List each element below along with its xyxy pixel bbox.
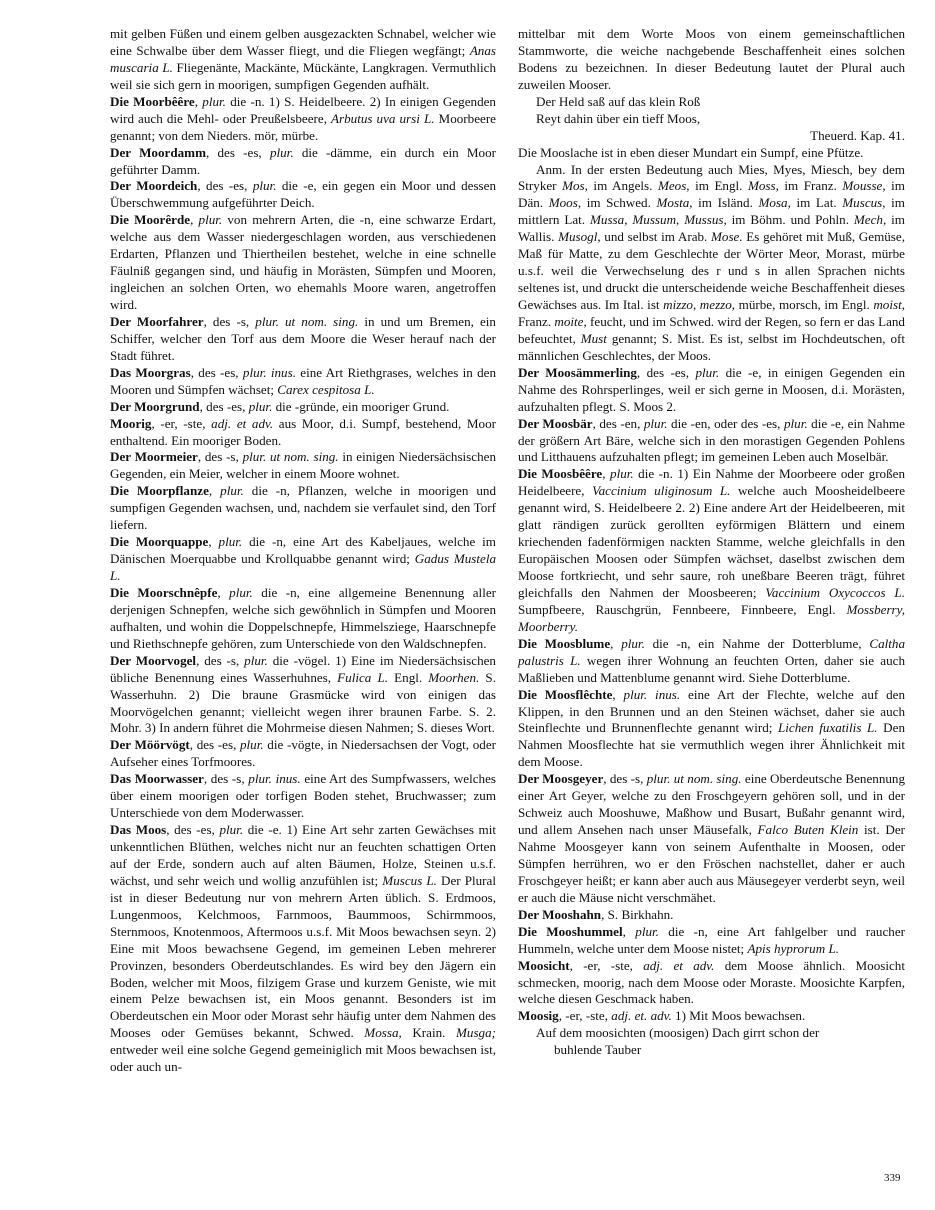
headword: Die Moorbêêre — [110, 93, 195, 109]
italic-term: plur. — [248, 398, 273, 414]
text-run: von mehrern Arten, die -n, eine schwarze Erdart, welche aus dem Wasser niedergeschlagen worden, aus verschiedenen Erdarten, Pflanzen und Thiertheilen bestehet, welche in eine schnelle Fäulniß gegangen sind, und häufig in Morästen, Sümpfen und Mooren, ingleichen an solchen Orten, wo ehemahls Moore waren, angetroffen wird. — [110, 212, 496, 312]
text-run: , des -s, — [203, 771, 249, 787]
text-run: entweder weil eine solche Gegend gemeiniglich mit Moos bewachsen ist, oder auch un- — [110, 1042, 496, 1075]
italic-term: plur. — [218, 534, 243, 550]
italic-term: Mos, — [562, 178, 588, 194]
dictionary-entry — [110, 449, 496, 483]
italic-term: Meos, — [657, 178, 690, 194]
verse-line — [518, 128, 905, 145]
italic-term: Mousse, — [842, 178, 886, 194]
italic-term: plur. — [643, 415, 668, 431]
italic-term: Vaccinium Oxycoccos L. — [765, 584, 905, 600]
text-run: mit gelben Füßen und einem gelben ausgezackten Schnabel, welcher wie eine Schwalbe über dem Wasser fliegt, und die Fliegen wegfängt; — [110, 26, 496, 58]
italic-term: plur. — [783, 415, 808, 431]
italic-term: plur. — [219, 822, 244, 838]
text-run: die -e, ein Nahme der größern Art Bäre, welche sich in den morastigen Gegenden Pohlens und Litthauens aufzuhalten pflegt; im gemeinen Leben auch Moselbär. — [518, 415, 905, 465]
text-run: im Isländ. — [692, 195, 759, 211]
headword: Die Moosflêchte — [518, 686, 613, 702]
italic-term: plur. ut nom. sing. — [242, 449, 339, 465]
italic-term: Moss, — [747, 178, 779, 194]
headword: Die Moorquappe — [110, 534, 209, 550]
dictionary-entry — [518, 365, 905, 416]
text-run: Moorbeere genannt; von dem Nieders. mör, mürbe. — [110, 110, 496, 143]
text-run: im Engl. — [689, 178, 748, 194]
text-run: , — [194, 93, 203, 109]
text-run: in und um Bremen, ein Schiffer, welcher den Torf aus dem Moore die Weser herauf nach der Stadt führet. — [110, 313, 496, 363]
dictionary-entry — [518, 687, 905, 772]
dictionary-entry — [110, 365, 496, 399]
text-run: Theuerd. Kap. 41. — [810, 127, 905, 143]
text-run: , des -es, — [199, 398, 249, 414]
italic-term: plur. ut nom. sing. — [255, 313, 359, 329]
text-run: aus Moor, d.i. Sumpf, bestehend, Moor enthaltend. Ein mooriger Boden. — [110, 415, 496, 448]
dictionary-entry — [110, 178, 496, 212]
text-run: die -n. 1) S. Heidelbeere. 2) In einigen Gegenden wird auch die Mehl- oder Preußelsbeere, — [110, 93, 496, 126]
headword: Die Moosblume — [518, 635, 611, 651]
text-run: die -n. 1) Ein Nahme der Moorbeere oder großen Heidelbeere, — [518, 466, 906, 499]
italic-term: Lichen fuxatilis L. — [777, 720, 878, 736]
italic-term: plur. — [635, 923, 659, 939]
italic-term: Anas muscaria L. — [110, 42, 496, 75]
italic-term: adj. et adv. — [211, 415, 274, 431]
italic-term: Falco Buten Klein — [757, 822, 859, 838]
text-run: ist. Der Nahme Moosgeyer kann von seinem Aufenthalte in Moosen, oder Sümpfen herrühren, wo er den Fröschen nachstellet, daher er auch Froschgeyer heißt; er kann aber auch aus Mäusegeyer verderbt seyn, weil er auch die Mäuse nicht verschmähet. — [518, 822, 905, 905]
dictionary-entry — [110, 94, 496, 145]
italic-term: plur. — [269, 144, 294, 160]
verse-line — [554, 1042, 905, 1059]
text-run: Sumpfbeere, Rauschgrün, Fennbeere, Finnbeere, Engl. — [518, 601, 847, 617]
text-run: Krain. — [401, 1025, 456, 1041]
text-run: , des -s, — [603, 771, 647, 787]
italic-term: mizzo, mezzo, — [663, 297, 736, 312]
dictionary-entry — [110, 653, 496, 738]
right-column — [518, 26, 905, 1059]
verse-line — [536, 111, 905, 128]
italic-term: Mussa, Mussum, Mussus, — [590, 212, 727, 228]
dictionary-entry — [518, 1008, 905, 1025]
text-run: die -gründe, ein mooriger Grund. — [272, 398, 450, 414]
italic-term: adj. et. adv. — [611, 1008, 672, 1024]
text-run: die -vögel. 1) Eine im Niedersächsischen übliche Benennung eines Wasserhuhnes, — [110, 652, 496, 685]
verse-line — [536, 1025, 905, 1042]
text-run: im Angels. — [587, 178, 658, 194]
italic-term: Muscus L. — [382, 872, 437, 888]
text-run: , des -es, — [190, 364, 243, 380]
italic-term: Musga; — [455, 1025, 496, 1041]
text-run: Den Nahmen Moosflechte hat sie vermuthlich wegen ihrer Ähnlichkeit mit dem Moose. — [518, 720, 905, 770]
text-run: , — [612, 686, 624, 702]
headword: Die Moorpflanze — [110, 483, 209, 499]
italic-term: Mosta, — [656, 195, 693, 211]
text-run: im Wallis. — [518, 212, 905, 245]
text-run: die -n, eine allgemeine Benennung aller derjenigen Schnepfen, welche sich gewöhnlich in Sümpfen und Mooren aufhalten, und wohin die Doppelschnepfe, Himmelsziege, Haarschnepfe und Riethschnepfe gehören, zum Unterschiede von den Waldschnepfen. — [110, 584, 497, 651]
text-run: Der Plural ist in dieser Bedeutung nur von mehrern Arten üblich. S. Erdmoos, Lungenmoos, Kelchmoos, Farnmoos, Baummoos, Schirmmoos, Sternmoos, Knotenmoos, Aftermoos u.s.f. Mit Moos bewachsen seyn. 2) Eine mit Moos bewachsene Gegend, im gemeinen Leben mehrerer Provinzen, besonders Oberdeutschlandes. Es wird bey den Jägern ein Boden, welcher mit Moos, filzigem Grase und kurzem Geniste, wie mit einem Pelze bewachsen ist, ein Moos genannt. Besonders ist im Oberdeutschen ein Moor oder Morast sehr häufig unter dem Nahmen des Mooses oder Gemüses bekannt, Schwed. — [110, 872, 496, 1041]
italic-term: plur. — [229, 584, 253, 600]
text-run: , — [602, 466, 611, 482]
text-run: und selbst im Arab. — [600, 229, 711, 245]
paragraph — [110, 26, 496, 94]
text-run: Engl. — [388, 669, 429, 685]
headword: Das Moos — [110, 822, 167, 838]
italic-term: plur. inus. — [242, 364, 296, 380]
italic-term: plur. inus. — [248, 771, 301, 787]
text-run: in einigen Niedersächsischen Gegenden, ein Meier, welcher in einem Moore wohnet. — [110, 449, 496, 482]
text-run: 1) Mit Moos bewachsen. — [671, 1008, 806, 1024]
dictionary-entry — [110, 585, 496, 653]
text-run: wegen ihrer Wohnung an feuchten Orten, daher sie auch Maßlieben und Mattenblume genannt wird. Siehe Dotterblume. — [518, 652, 905, 685]
italic-term: Mose. — [711, 229, 743, 245]
text-run: , — [190, 212, 199, 228]
text-run: im Schwed. — [581, 195, 657, 211]
text-run: die -dämme, ein durch ein Moor geführter Damm. — [110, 144, 497, 177]
text-run: dem Moose ähnlich. Moosicht schmecken, moorig, nach dem Moose oder Moraste. Moosichte Karpfen, welche diesen Geschmack haben. — [518, 957, 905, 1007]
italic-term: plur. — [220, 483, 244, 499]
italic-term: Apis hyprorum L. — [747, 940, 840, 956]
dictionary-entry — [110, 212, 496, 314]
text-run: eine Oberdeutsche Benennung einer Art Geyer, welche zu den Froschgeyern gehören soll, und in der Schweiz auch Mooshuwe, Maßhow und Busart, Bußahr genannt wird, und allem Ansehen nach unser Mäusefalk, — [518, 771, 906, 838]
text-run: , — [610, 635, 622, 651]
text-run: , des -s, — [196, 652, 245, 668]
italic-term: Muscus, — [842, 195, 886, 211]
text-run: S. Wasserhuhn. 2) Die braune Grasmücke wird von einigen das Moorvögelchen genannt; vielleicht wegen ihrer braunen Farbe. S. 2. Mohr. 3) In andern führet die Mohrmeise diesen Nahmen; S. dieses Wort. — [110, 669, 496, 736]
text-run: , -er, -ste, — [558, 1008, 612, 1024]
text-run: die -n, ein Nahme der Dotterblume, — [644, 635, 870, 651]
text-run: eine Art der Flechte, welche auf den Klippen, in den Brunnen und an den Steinen wächset, daher sie auch Steinflechte und Brunnenflechte genannt wird; — [518, 686, 906, 736]
italic-term: Moos, — [548, 195, 582, 211]
text-run: , — [217, 584, 230, 600]
headword: Das Moorgras — [110, 364, 191, 380]
headword: Der Moorvogel — [110, 652, 197, 668]
headword: Die Moorschnêpfe — [110, 584, 218, 600]
text-run: , -er, -ste, — [569, 957, 644, 973]
headword: Der Moordamm — [110, 144, 206, 160]
headword: Der Moosgeyer — [518, 771, 604, 787]
italic-term: Arbutus uva ursi L. — [331, 110, 435, 126]
text-run: die -e, in einigen Gegenden ein Nahme des Rohrsperlinges, weil er sich gerne in Moosen, d.i. Morästen, aufzuhalten pflegt. S. Moos 2. — [518, 364, 905, 414]
text-run: im Lat. — [790, 195, 843, 211]
italic-term: Vaccinium uliginosum L. — [592, 483, 731, 499]
headword: Der Moosämmerling — [518, 364, 637, 380]
text-run: , des -es, — [636, 364, 696, 380]
text-run: die -en, oder des -es, — [667, 415, 784, 431]
dictionary-entry — [110, 534, 496, 585]
italic-term: Mossa, — [364, 1025, 402, 1041]
italic-term: plur. — [244, 652, 268, 668]
page-number: 339 — [884, 1172, 901, 1184]
text-run: die -e, ein gegen ein Moor und dessen Überschwemmung aufgeführter Deich. — [110, 178, 496, 211]
dictionary-entry — [518, 958, 905, 1009]
headword: Der Moosbär — [518, 415, 593, 431]
italic-term: Must — [580, 330, 607, 346]
text-run: Reyt dahin über ein tieff Moos, — [536, 110, 701, 126]
headword: Moosicht — [518, 957, 570, 973]
italic-term: Musogl, — [558, 229, 601, 245]
text-run: , des -es, — [197, 178, 253, 194]
verse-line — [536, 94, 905, 111]
headword: Der Moorfahrer — [110, 313, 204, 329]
text-run: die -e. 1) Eine Art sehr zarten Gewächses mit unkenntlichen Blüthen, welches nicht nur an feuchten schattigen Orten auf der Erde, sondern auch auf alten Bäumen, Holze, Steinen u.s.f. wächst, und sehr weich und wollig anzufühlen ist; — [110, 822, 497, 888]
dictionary-entry — [110, 483, 496, 534]
italic-term: moite, — [554, 313, 587, 329]
text-run: mürbe, morsch, im Engl. — [735, 297, 874, 312]
text-run: , des -es, — [189, 737, 240, 753]
text-run: die -n, Pflanzen, welche in moorigen und sumpfigen Gegenden wachsen, und, nachdem sie verfaulet sind, den Torf liefern. — [110, 483, 497, 533]
dictionary-entry — [110, 771, 496, 822]
text-run: , S. Birkhahn. — [601, 906, 674, 922]
text-run: Anm. In der ersten Bedeutung auch Mies, Myes, Miesch, bey dem Stryker — [518, 161, 905, 194]
italic-term: plur. — [695, 364, 720, 380]
italic-term: Fulica L. — [337, 669, 389, 685]
italic-term: plur. — [252, 178, 277, 194]
text-run: Fliegenänte, Mackänte, Mückänte, Langkragen. Vermuthlich weil sie sich gern in moorigen, sumpfigen Gegenden aufhält. — [110, 59, 496, 92]
text-run: genannt; S. Mist. Es ist, selbst im Hochdeutschen, oft männlichen Geschlechtes, der Moos. — [518, 330, 905, 363]
text-run: , des -s, — [197, 449, 243, 465]
text-run: mittelbar mit dem Worte Moos von einem gemeinschaftlichen Stammworte, die weiche nachgebende Beschaffenheit eines solchen Bodens zu bezeichnen. In dieser Bedeutung lautet der Plural auch zuweilen Mooser. — [518, 26, 905, 92]
text-run: , des -s, — [203, 313, 256, 329]
dictionary-entry — [110, 399, 496, 416]
headword: Der Moormeier — [110, 449, 198, 465]
italic-term: plur. — [198, 212, 223, 228]
italic-term: moist, — [873, 297, 905, 312]
dictionary-entry — [518, 466, 905, 635]
headword: Der Möörvögt — [110, 737, 190, 753]
text-run: im Böhm. und Pohln. — [726, 212, 854, 228]
italic-term: plur. ut nom. sing. — [646, 771, 742, 787]
italic-term: Moorhen. — [428, 669, 480, 685]
text-run: , des -en, — [592, 415, 644, 431]
text-run: im Franz. — [778, 178, 843, 194]
dictionary-entry — [518, 636, 905, 687]
left-column — [110, 26, 496, 1076]
text-run: die -vögte, in Niedersachsen der Vogt, oder Aufseher eines Torfmoores. — [110, 737, 496, 770]
headword: Moorig — [110, 415, 152, 431]
text-run: Die Mooslache ist in eben dieser Mundart ein Sumpf, eine Pfütze. — [518, 144, 864, 160]
headword: Die Moosbêêre — [518, 466, 603, 482]
text-run: die -n, eine Art fahlgelber und raucher Hummeln, welche unter dem Moose nistet; — [518, 923, 906, 956]
text-run: , des -es, — [166, 822, 220, 838]
text-run: eine Art des Sumpfwassers, welches über einem moorigen oder torfigen Boden stehet, Bruchwasser; zum Unterschiede von dem Moderwasser. — [110, 771, 497, 821]
text-run: , des -es, — [205, 144, 270, 160]
text-run: , -er, -ste, — [151, 415, 212, 431]
dictionary-entry — [110, 822, 496, 1076]
italic-term: Mossberry, Moorberry. — [518, 601, 905, 634]
text-run: im mittlern Lat. — [518, 195, 905, 228]
text-run: eine Art Riethgrases, welches in den Mooren und Sümpfen wächset; — [110, 364, 497, 397]
dictionary-entry — [110, 416, 496, 450]
headword: Das Moorwasser — [110, 771, 204, 787]
text-run: Franz. — [518, 313, 555, 329]
headword: Der Moorgrund — [110, 398, 200, 414]
italic-term: Gadus Mustela L. — [110, 551, 496, 583]
italic-term: plur. — [610, 466, 634, 482]
text-run: , — [208, 483, 221, 499]
italic-term: plur. — [202, 93, 226, 109]
text-run: Es gehöret mit Muß, Gemüse, Maß für Matte, zu dem Geschlechte der Wörter Meor, Morast, mürbe u.s.f. weil die Verwechselung des r und s in allen Sprachen nichts seltenes ist, und druckt die unterscheidende weiche Beschaffenheit dieses Gewächses aus. Im Ital. ist — [518, 229, 905, 312]
headword: Der Moordeich — [110, 178, 198, 194]
dictionary-entry — [518, 907, 905, 924]
italic-term: Mech, — [853, 212, 887, 228]
headword: Moosig — [518, 1008, 559, 1024]
dictionary-entry — [518, 924, 905, 958]
paragraph — [518, 26, 905, 94]
headword: Die Moorêrde — [110, 212, 191, 228]
text-run: die -n, eine Art des Kabeljaues, welche im Dänischen Moerquabbe und Krollquabbe genannt wird; — [110, 534, 496, 567]
text-run: Auf dem moosichten (moosigen) Dach girrt schon der — [536, 1025, 820, 1041]
text-run: feucht, und im Schwed. wird der Regen, so fern er das Land befeuchtet, — [518, 313, 905, 346]
italic-term: plur. — [240, 737, 264, 753]
text-run: , — [622, 923, 636, 939]
paragraph — [518, 145, 905, 162]
italic-term: plur. — [621, 635, 645, 651]
dictionary-entry — [110, 145, 496, 179]
text-run: welche auch Moosheidelbeere genannt wird, S. Heidelbeere 2. 2) Eine andere Art der Heidelbeeren, mit glatt rändigen zurück gerollten eyförmigen Blättern und einem kriechenden fadenförmigen nackten Stamme, welche gleichfalls in den Europäischen Moosen oder Sümpfen wächset, daselbst zwischen dem Moose fortkriecht, und sehr saure, roh uneßbare Beeren trägt, führet gleichfalls den Nahmen der Moosbeeren; — [518, 483, 906, 600]
text-run: Der Held saß auf das klein Roß — [536, 93, 701, 109]
dictionary-entry — [110, 314, 496, 365]
dictionary-entry — [518, 771, 905, 907]
dictionary-entry — [518, 416, 905, 467]
text-run: , — [208, 534, 219, 550]
paragraph — [518, 162, 905, 365]
italic-term: adj. et adv. — [643, 957, 715, 973]
italic-term: plur. inus. — [623, 686, 681, 702]
italic-term: Caltha palustris L. — [518, 635, 905, 668]
text-run: buhlende Tauber — [554, 1042, 642, 1058]
dictionary-entry — [110, 737, 496, 771]
italic-term: Carex cespitosa L. — [277, 381, 375, 397]
text-run: im Dän. — [518, 178, 905, 211]
headword: Die Mooshummel — [518, 923, 623, 939]
italic-term: Mosa, — [758, 195, 791, 211]
headword: Der Mooshahn — [518, 906, 602, 922]
